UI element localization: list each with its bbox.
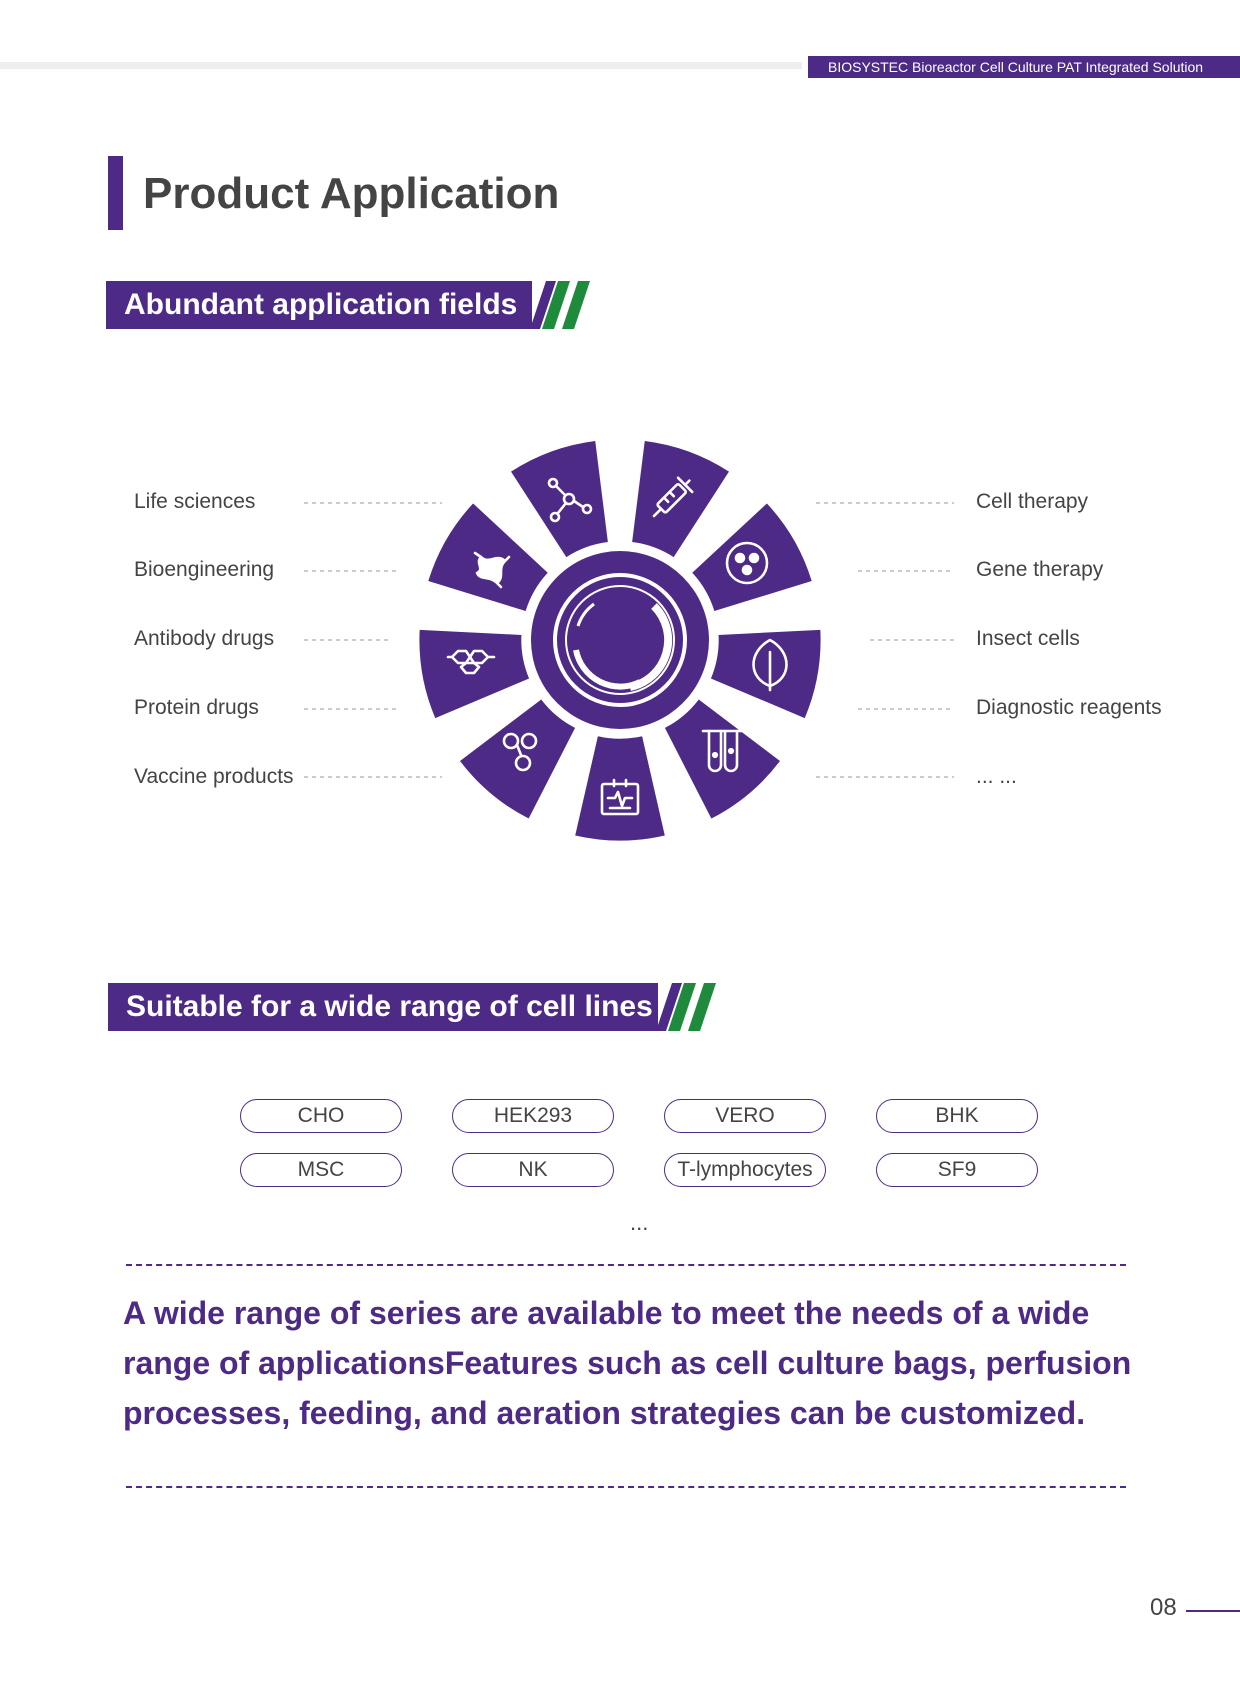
label-protein-drugs: Protein drugs: [134, 696, 259, 719]
label-cell-therapy: Cell therapy: [976, 490, 1089, 513]
cell-line-pill-msc: MSC: [240, 1153, 402, 1187]
label-vaccine-products: Vaccine products: [134, 765, 294, 788]
label-more-applications: ... ...: [976, 765, 1017, 788]
application-wheel: [360, 410, 880, 850]
label-antibody-drugs: Antibody drugs: [134, 627, 275, 650]
cell-line-pill-cho: CHO: [240, 1099, 402, 1133]
section-heading-application-fields: Abundant application fields: [106, 281, 532, 329]
cell-line-pill-hek293: HEK293: [452, 1099, 614, 1133]
label-diagnostic-reagents: Diagnostic reagents: [976, 696, 1162, 719]
section-heading-cell-lines: Suitable for a wide range of cell lines: [108, 983, 658, 1031]
dashed-divider-bottom: [126, 1486, 1126, 1488]
label-gene-therapy: Gene therapy: [976, 558, 1104, 581]
label-life-sciences: Life sciences: [134, 490, 256, 513]
cell-line-pill-vero: VERO: [664, 1099, 826, 1133]
cell-line-pill-nk: NK: [452, 1153, 614, 1187]
cell-line-pill-bhk: BHK: [876, 1099, 1038, 1133]
cell-line-pill-sf9: SF9: [876, 1153, 1038, 1187]
page-number-rule: [1186, 1610, 1240, 1612]
green-slash-icon: [656, 983, 726, 1031]
label-insect-cells: Insect cells: [976, 627, 1080, 650]
feature-statement: A wide range of series are available to meet the needs of a wide range of applicationsFeatures such as cell culture bags, perfusion processes, feeding, and aeration strategies can be customized.: [123, 1295, 1132, 1431]
cell-lines-more: ...: [630, 1210, 649, 1235]
label-bioengineering: Bioengineering: [134, 558, 275, 581]
header-tag: BIOSYSTEC Bioreactor Cell Culture PAT Integrated Solution: [808, 56, 1240, 78]
page-number: 08: [1150, 1594, 1177, 1621]
dashed-divider-top: [126, 1264, 1126, 1266]
page-title: Product Application: [143, 169, 560, 218]
cell-line-pill-t-lymphocytes: T-lymphocytes: [664, 1153, 826, 1187]
